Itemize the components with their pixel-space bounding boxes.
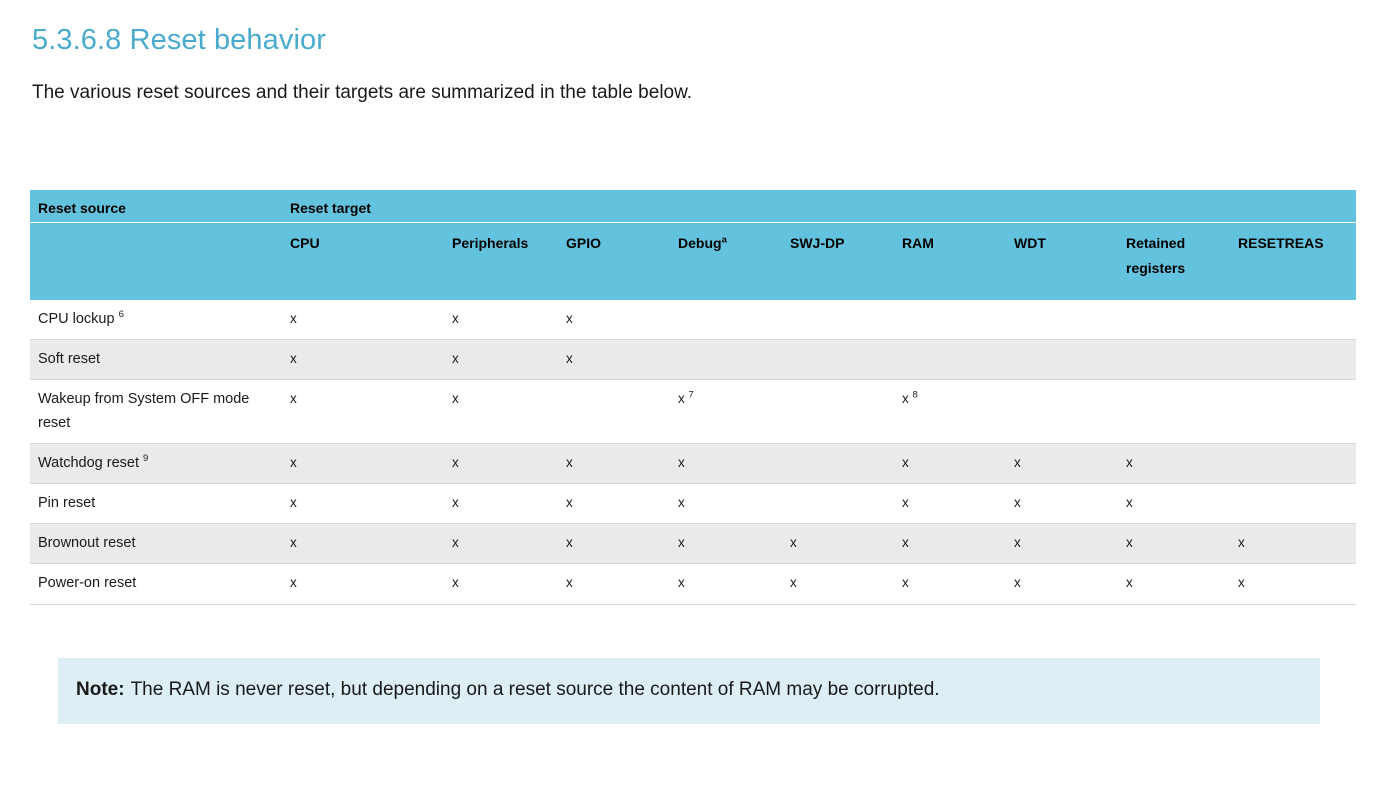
table-row	[30, 483, 1356, 523]
header-col-wdt: WDT	[1014, 235, 1046, 251]
header-reset-source: Reset source	[38, 200, 126, 216]
row-source-text: CPU lockup	[38, 311, 115, 327]
header-col-debug-label: Debug	[678, 235, 722, 251]
row-source-label	[30, 300, 282, 340]
cell-retained-registers: x	[1118, 443, 1230, 483]
cell-resetreas	[1230, 443, 1356, 483]
row-source-footnote: 6	[118, 309, 124, 321]
cell-swjdp	[782, 300, 894, 340]
row-source-text: Brownout reset	[38, 535, 136, 552]
row-source-text: Soft reset	[38, 351, 101, 368]
header-col-cpu: CPU	[290, 235, 320, 251]
cell-wdt: x	[1006, 564, 1118, 604]
cell-retained-registers: x	[1118, 483, 1230, 523]
cell-gpio: x	[558, 300, 670, 340]
cell-resetreas: x	[1230, 564, 1356, 604]
table-body	[30, 300, 1356, 604]
cell-cpu: x	[282, 300, 444, 340]
cell-swjdp	[782, 483, 894, 523]
header-spacer	[30, 223, 282, 300]
cell-swjdp	[782, 380, 894, 443]
cell-peripherals: x	[444, 483, 558, 523]
note-text: The RAM is never reset, but depending on a reset source the content of RAM may be corrupted.	[130, 679, 940, 700]
header-col-gpio: GPIO	[566, 235, 602, 251]
cell-ram	[894, 300, 1006, 340]
cell-gpio: x	[558, 564, 670, 604]
cell-peripherals: x	[444, 564, 558, 604]
cell-debug: x	[670, 524, 782, 564]
row-source-text: Wakeup from System OFF mode reset	[38, 391, 250, 431]
row-source-label	[30, 483, 282, 523]
cell-debug	[670, 380, 782, 443]
row-source-label	[30, 340, 282, 380]
note-box	[58, 658, 1320, 724]
cell-debug-mark: x	[678, 391, 685, 407]
cell-resetreas	[1230, 300, 1356, 340]
cell-cpu: x	[282, 483, 444, 523]
cell-cpu: x	[282, 340, 444, 380]
row-source-text: Pin reset	[38, 494, 96, 511]
cell-gpio: x	[558, 524, 670, 564]
cell-ram: x	[894, 483, 1006, 523]
cell-wdt	[1006, 300, 1118, 340]
cell-gpio: x	[558, 340, 670, 380]
header-col-swjdp: SWJ-DP	[790, 235, 845, 251]
row-source-text: Power-on reset	[38, 575, 137, 592]
cell-ram: x	[894, 524, 1006, 564]
cell-swjdp	[782, 443, 894, 483]
header-col-debug	[670, 223, 782, 300]
table-header-columns-row	[30, 223, 1356, 300]
row-source-label	[30, 524, 282, 564]
cell-peripherals: x	[444, 380, 558, 443]
cell-cpu: x	[282, 443, 444, 483]
reset-behavior-table-wrapper	[30, 190, 1346, 605]
table-header-top-row	[30, 190, 1356, 222]
intro-paragraph: The various reset sources and their targets are summarized in the table below.	[32, 82, 693, 103]
cell-swjdp: x	[782, 524, 894, 564]
cell-retained-registers: x	[1118, 524, 1230, 564]
cell-ram	[894, 340, 1006, 380]
table-header	[30, 190, 1356, 300]
cell-peripherals: x	[444, 524, 558, 564]
note-label: Note:	[76, 679, 125, 700]
cell-retained-registers	[1118, 380, 1230, 443]
cell-ram: x	[894, 443, 1006, 483]
reset-behavior-table	[30, 190, 1356, 605]
cell-ram: x	[894, 564, 1006, 604]
table-row	[30, 564, 1356, 604]
cell-cpu: x	[282, 380, 444, 443]
cell-debug: x	[670, 564, 782, 604]
cell-cpu: x	[282, 564, 444, 604]
row-source-label	[30, 564, 282, 604]
cell-retained-registers	[1118, 300, 1230, 340]
cell-resetreas	[1230, 340, 1356, 380]
cell-debug	[670, 300, 782, 340]
row-source-footnote: 9	[143, 452, 149, 464]
cell-gpio: x	[558, 483, 670, 523]
header-col-debug-footnote: a	[721, 234, 727, 246]
row-source-text: Watchdog reset	[38, 454, 140, 471]
cell-wdt: x	[1006, 483, 1118, 523]
cell-retained-registers: x	[1118, 564, 1230, 604]
header-col-retained-registers: Retained registers	[1126, 235, 1186, 276]
cell-cpu: x	[282, 524, 444, 564]
cell-wdt: x	[1006, 443, 1118, 483]
cell-ram-mark: x	[902, 391, 909, 407]
cell-peripherals: x	[444, 300, 558, 340]
table-row	[30, 380, 1356, 443]
table-row	[30, 300, 1356, 340]
cell-peripherals: x	[444, 340, 558, 380]
cell-wdt	[1006, 340, 1118, 380]
cell-debug: x	[670, 483, 782, 523]
cell-retained-registers	[1118, 340, 1230, 380]
cell-resetreas	[1230, 380, 1356, 443]
page-title: 5.3.6.8 Reset behavior	[32, 24, 326, 56]
header-reset-target: Reset target	[290, 200, 371, 216]
table-row	[30, 443, 1356, 483]
cell-debug-footnote: 7	[688, 389, 694, 401]
cell-gpio	[558, 380, 670, 443]
table-row	[30, 340, 1356, 380]
row-source-label	[30, 380, 282, 443]
cell-wdt	[1006, 380, 1118, 443]
cell-resetreas	[1230, 483, 1356, 523]
header-col-ram: RAM	[902, 235, 934, 251]
row-source-label	[30, 443, 282, 483]
cell-swjdp: x	[782, 564, 894, 604]
header-col-resetreas: RESETREAS	[1238, 235, 1324, 251]
cell-resetreas: x	[1230, 524, 1356, 564]
cell-gpio: x	[558, 443, 670, 483]
cell-debug: x	[670, 443, 782, 483]
cell-swjdp	[782, 340, 894, 380]
cell-ram	[894, 380, 1006, 443]
table-row	[30, 524, 1356, 564]
cell-wdt: x	[1006, 524, 1118, 564]
header-col-peripherals: Peripherals	[452, 235, 529, 251]
cell-ram-footnote: 8	[912, 389, 918, 401]
cell-peripherals: x	[444, 443, 558, 483]
cell-debug	[670, 340, 782, 380]
